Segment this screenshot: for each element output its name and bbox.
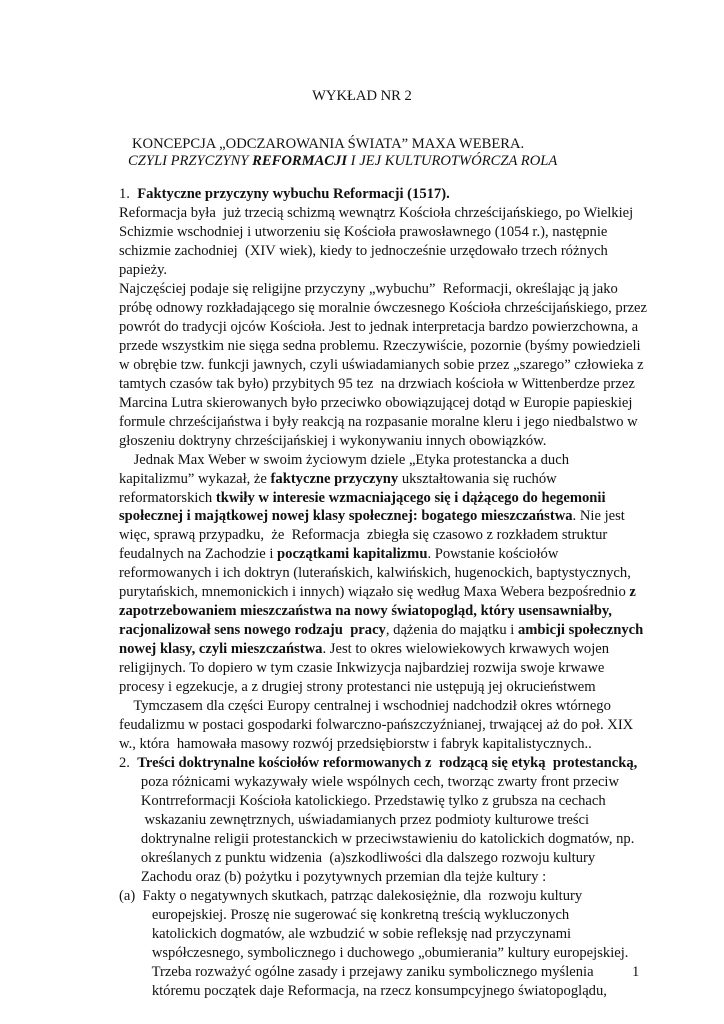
text-run: 2.	[119, 755, 138, 772]
bold-text: tkwiły w interesie wzmacniającego się i dążącego do hegemonii	[215, 489, 606, 506]
lecture-subtitle: KONCEPCJA „ODCZAROWANIA ŚWIATA” MAXA WEBERA.	[132, 136, 525, 152]
text-line	[119, 830, 634, 849]
text-run: tamtych czasów tak było) przybitych 95 tez na drzwiach kościoła w Wittenberdze przez	[119, 375, 635, 392]
text-run: formule chrześcijaństwa i były reakcją na rozpasanie moralne kleru i jego niedbalstwo w	[119, 413, 638, 430]
text-run: określanych z punktu widzenia (a)szkodliwości dla dalszego rozwoju kultury	[119, 849, 596, 866]
text-run: . Nie jest	[572, 508, 625, 525]
text-line	[119, 299, 647, 318]
text-line	[119, 944, 628, 963]
text-line	[119, 773, 619, 792]
text-run: reformowanych i ich doktryn (luterańskich, kalwińskich, hugenockich, baptystycznych,	[119, 565, 631, 582]
text-run: poza różnicami wykazywały wiele wspólnych cech, tworząc zwarty front przeciw	[119, 774, 620, 791]
bold-text: faktyczne przyczyny	[270, 470, 399, 487]
text-run: procesy i egzekucje, a z drugiej strony protestanci nie ustępują jej okrucieństwem	[119, 679, 596, 696]
text-line	[119, 432, 546, 451]
subtitle-text: I JEJ KULTUROTWÓRCZA ROLA	[347, 153, 558, 169]
text-run: Jednak Max Weber w swoim życiowym dziele „Etyka protestancka a duch	[119, 451, 570, 468]
text-run: . Powstanie kościołów	[427, 546, 559, 563]
text-line	[119, 318, 638, 337]
text-run: kapitalizmu” wykazał, że	[119, 470, 271, 487]
text-run: reformatorskich	[119, 489, 216, 506]
text-run: Schizmie wschodniej i utworzeniu się Kościoła prawosławnego (1054 r.), następnie	[119, 223, 608, 240]
text-line	[119, 337, 641, 356]
text-line	[119, 868, 546, 887]
text-line	[119, 526, 607, 545]
bold-text: ambicji społecznych	[517, 622, 644, 639]
text-run: Marcina Lutra skierowanych było przeciwko obowiązującej dotąd w Europie papieskiej	[119, 394, 633, 411]
text-run: powrót do tradycji ojców Kościoła. Jest to jednak interpretacja bardzo powierzchowna, a	[119, 318, 639, 335]
text-line	[119, 583, 636, 602]
subtitle-emphasis: REFORMACJI	[252, 153, 348, 169]
bold-text: początkami kapitalizmu	[277, 546, 428, 563]
text-run: Kontrreformacji Kościoła katolickiego. Przedstawię tylko z grubsza na cechach	[119, 793, 606, 810]
text-run: papieży.	[119, 261, 168, 278]
text-run: Zachodu oraz (b) pożytku i pozytywnych przemian dla tejże kultury :	[119, 868, 547, 885]
text-line	[119, 242, 608, 261]
text-run: feudalnych na Zachodzie i	[119, 546, 278, 563]
text-run: katolickich dogmatów, ale wzbudzić w sobie refleksję nad przyczynami	[119, 925, 572, 942]
text-line	[119, 640, 609, 659]
text-line	[119, 489, 606, 508]
text-run: (a) Fakty o negatywnych skutkach, patrząc dalekosiężnie, dla rozwoju kultury	[119, 887, 583, 904]
text-run: europejskiej. Proszę nie sugerować się konkretną treścią wykluczonych	[119, 906, 570, 923]
text-line	[119, 678, 596, 697]
text-run: 1.	[119, 186, 138, 202]
text-line	[119, 887, 582, 906]
text-run: w., która hamowała masowy rozwój przedsiębiorstw i fabryk kapitalistycznych..	[119, 736, 592, 753]
text-run: przede wszystkim nie sięga sedna problemu. Rzeczywiście, pozornie (byśmy powiedzieli	[119, 337, 641, 354]
text-run: Trzeba rozważyć ogólne zasady i przejawy zaniku symbolicznego myślenia	[119, 963, 594, 980]
text-line	[119, 413, 638, 432]
text-run: próbę odnowy rozkładającego się moralnie ówczesnego Kościoła chrześcijańskiego, przez	[119, 299, 647, 316]
bold-text: Treści doktrynalne kościołów reformowanych z rodzącą się etyką protestancką,	[137, 755, 638, 772]
page-number: 1	[632, 964, 640, 980]
text-line	[119, 982, 607, 1001]
text-run: Reformacja była już trzecią schizmą wewnątrz Kościoła chrześcijańskiego, po Wielkiej	[119, 204, 634, 221]
text-line	[119, 375, 635, 394]
text-line	[119, 659, 604, 678]
text-line	[119, 602, 612, 621]
text-line	[119, 451, 569, 470]
text-line	[119, 223, 607, 242]
text-line	[119, 204, 633, 223]
text-line	[119, 792, 606, 811]
bold-text: zapotrzebowaniem mieszczaństwa na nowy światopogląd, który usensawniałby,	[119, 603, 612, 620]
bold-text: nowej klasy, czyli mieszczaństwa	[119, 641, 323, 658]
text-line	[119, 925, 571, 944]
lecture-subtitle-second	[128, 153, 557, 170]
bold-text: Faktyczne przyczyny wybuchu Reformacji (1517).	[137, 186, 450, 202]
text-line	[119, 564, 631, 583]
text-line	[119, 507, 625, 526]
text-line	[119, 185, 450, 204]
text-line	[119, 849, 595, 868]
text-line	[119, 963, 594, 982]
text-line	[119, 280, 618, 299]
text-run: współczesnego, symbolicznego i duchowego „obumierania” kultury europejskiej.	[119, 944, 629, 961]
bold-text: racjonalizował sens nowego rodzaju pracy	[119, 622, 386, 639]
text-line	[119, 621, 643, 640]
text-run: , dążenia do majątku i	[385, 622, 518, 639]
text-run: ukształtowania się ruchów	[398, 470, 557, 487]
text-line	[119, 754, 637, 773]
lecture-title: WYKŁAD NR 2	[312, 88, 412, 104]
text-run: religijnych. To dopiero w tym czasie Inkwizycja najbardziej rozwija swoje krwawe	[119, 660, 605, 677]
text-line	[119, 716, 633, 735]
text-line	[119, 697, 611, 716]
subtitle-text: CZYLI PRZYCZYNY	[128, 153, 253, 169]
text-run: któremu początek daje Reformacja, na rzecz konsumpcyjnego światopoglądu,	[119, 982, 607, 999]
bold-text: z	[629, 584, 636, 601]
text-run: Najczęściej podaje się religijne przyczyny „wybuchu” Reformacji, określając ją jako	[119, 280, 618, 297]
text-line	[119, 735, 592, 754]
text-run: Tymczasem dla części Europy centralnej i wschodniej nadchodził okres wtórnego	[119, 698, 611, 715]
text-run: purytańskich, mnemonickich i innych) wiązało się według Maxa Webera bezpośrednio	[119, 584, 630, 601]
text-line	[119, 356, 644, 375]
text-line	[119, 811, 589, 830]
text-run: wskazaniu zewnętrznych, uświadamianych przez podmioty kulturowe treści	[119, 812, 590, 828]
text-line	[119, 261, 167, 280]
text-run: feudalizmu w postaci gospodarki folwarczno-pańszczyźnianej, trwającej aż do poł. XIX	[119, 717, 634, 734]
text-run: . Jest to okres wielowiekowych krwawych wojen	[322, 641, 610, 658]
text-line	[119, 906, 569, 925]
text-line	[119, 394, 632, 413]
text-run: doktrynalne religii protestanckich w przeciwstawieniu do katolickich dogmatów, np.	[119, 830, 635, 847]
text-run: więc, sprawą przypadku, że Reformacja zbiegła się czasowo z rozkładem struktur	[119, 527, 608, 544]
text-run: głoszeniu doktryny chrześcijańskiej i wykonywaniu innych obowiązków.	[119, 432, 547, 449]
text-line	[119, 545, 558, 564]
text-run: schizmie zachodniej (XIV wiek), kiedy to jednocześnie urzędowało trzech różnych	[119, 242, 608, 259]
text-line	[119, 470, 557, 489]
text-run: w obrębie tzw. funkcji jawnych, czyli uświadamianych sobie przez „szarego” człowieka z	[119, 356, 644, 373]
bold-text: społecznej i majątkowej nowej klasy społecznej: bogatego mieszczaństwa	[119, 508, 573, 525]
